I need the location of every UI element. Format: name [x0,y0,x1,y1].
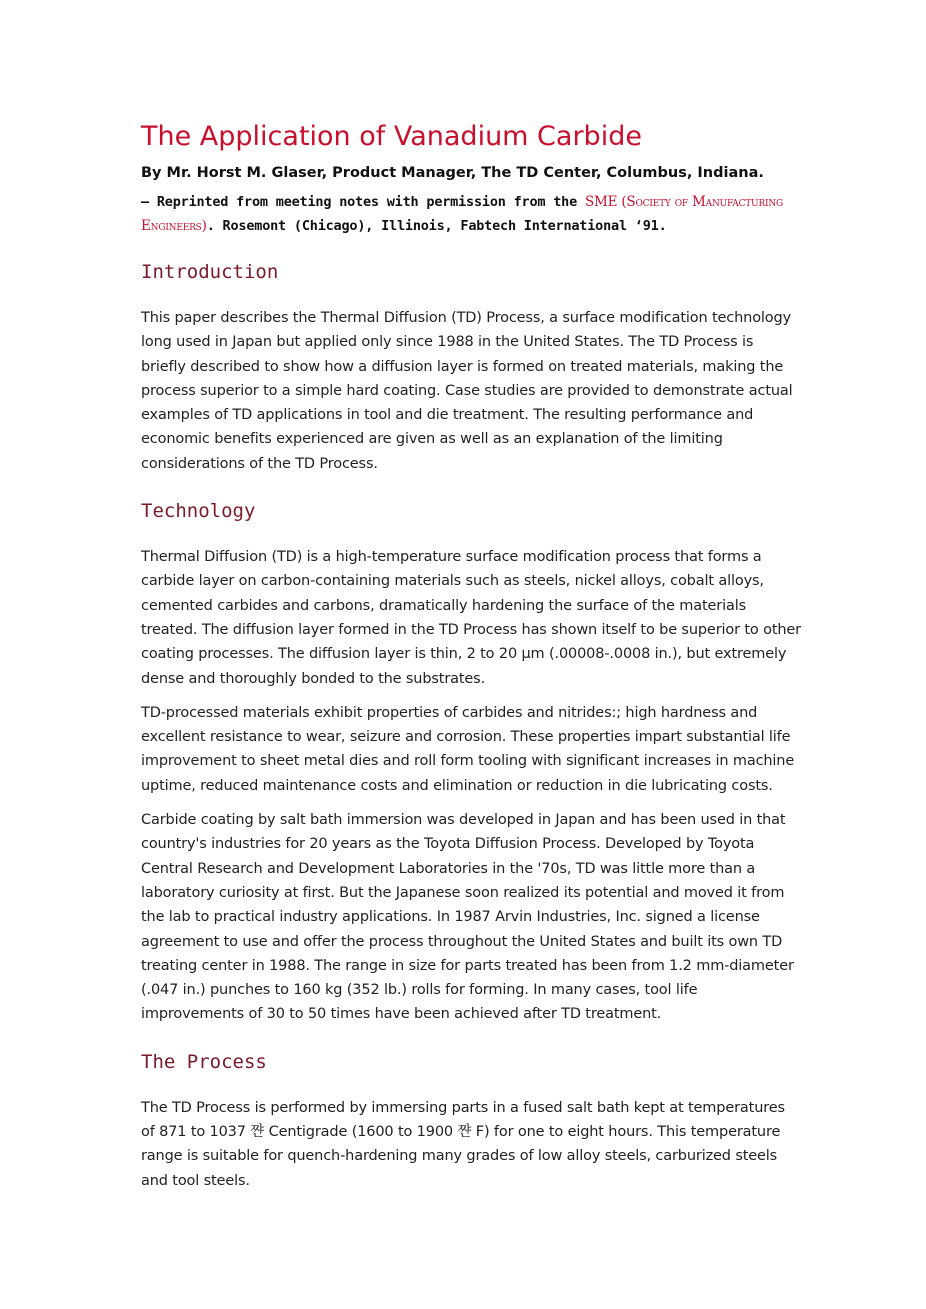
technology-paragraph-3: Carbide coating by salt bath immersion was developed in Japan and has been used in that country's industries for 20 years as the Toyota Diffusion Process. Developed by Toyota Central Research and Development Laboratories in the '70s, TD was little more than a laboratory curiosity at first. But the Japanese soon realized its potential and moved it from the lab to practical industry applications. In 1987 Arvin Industries, Inc. signed a license agreement to use and offer the process throughout the United States and built its own TD treating center in 1988. The range in size for parts treated has been from 1.2 mm-diameter (.047 in.) punches to 160 kg (352 lb.) rolls for forming. In many cases, tool life improvements of 30 to 50 times have been achieved after TD treatment. [141,812,794,1023]
technology-paragraph-1: Thermal Diffusion (TD) is a high-temperature surface modification process that forms a carbide layer on carbon-containing materials such as steels, nickel alloys, cobalt alloys, cemented carbides and carbons, dramatically hardening the surface of the materials treated. The diffusion layer formed in the TD Process has shown itself to be superior to other coating processes. The diffusion layer is thin, 2 to 20 µm (.00008-.0008 in.), but extremely dense and thoroughly bonded to the substrates. [141,549,801,687]
process-paragraph: The TD Process is performed by immersing parts in a fused salt bath kept at temperatures of 871 to 1037 쨘 Centigrade (1600 to 1900 쨘 F) for one to eight hours. This temperature range is suitable for quench-hardening many grades of low alloy steels, carburized steels and tool steels. [141,1099,785,1189]
reprint-note [141,190,801,238]
article [141,118,801,1193]
intro-paragraph: This paper describes the Thermal Diffusion (TD) Process, a surface modification technology long used in Japan but applied only since 1988 in the United States. The TD Process is briefly described to show how a diffusion layer is formed on treated materials, making the process superior to a simple hard coating. Case studies are provided to demonstrate actual examples of TD applications in tool and die treatment. The resulting performance and economic benefits experienced are given as well as an explanation of the limiting considerations of the TD Process. [141,310,793,472]
heading-technology: Technology [141,500,256,523]
article-title: The Application of Vanadium Carbide [141,121,642,152]
reprint-prefix: — Reprinted from meeting notes with permission from the [141,194,585,210]
technology-paragraph-2: TD-processed materials exhibit properties of carbides and nitrides:; high hardness and excellent resistance to wear, seizure and corrosion. These properties impart substantial life improvement to sheet metal dies and roll form tooling with significant increases in machine uptime, reduced maintenance costs and elimination or reduction in die lubricating costs. [141,704,795,794]
byline: By Mr. Horst M. Glaser, Product Manager, The TD Center, Columbus, Indiana. [141,165,764,181]
heading-introduction: Introduction [141,261,279,283]
reprint-suffix: . Rosemont (Chicago), Illinois, Fabtech International ‘91. [206,218,667,234]
sme-link[interactable]: SME (Society of Manufacturing Engineers) [141,194,784,234]
heading-the-process: The Process [141,1050,267,1073]
